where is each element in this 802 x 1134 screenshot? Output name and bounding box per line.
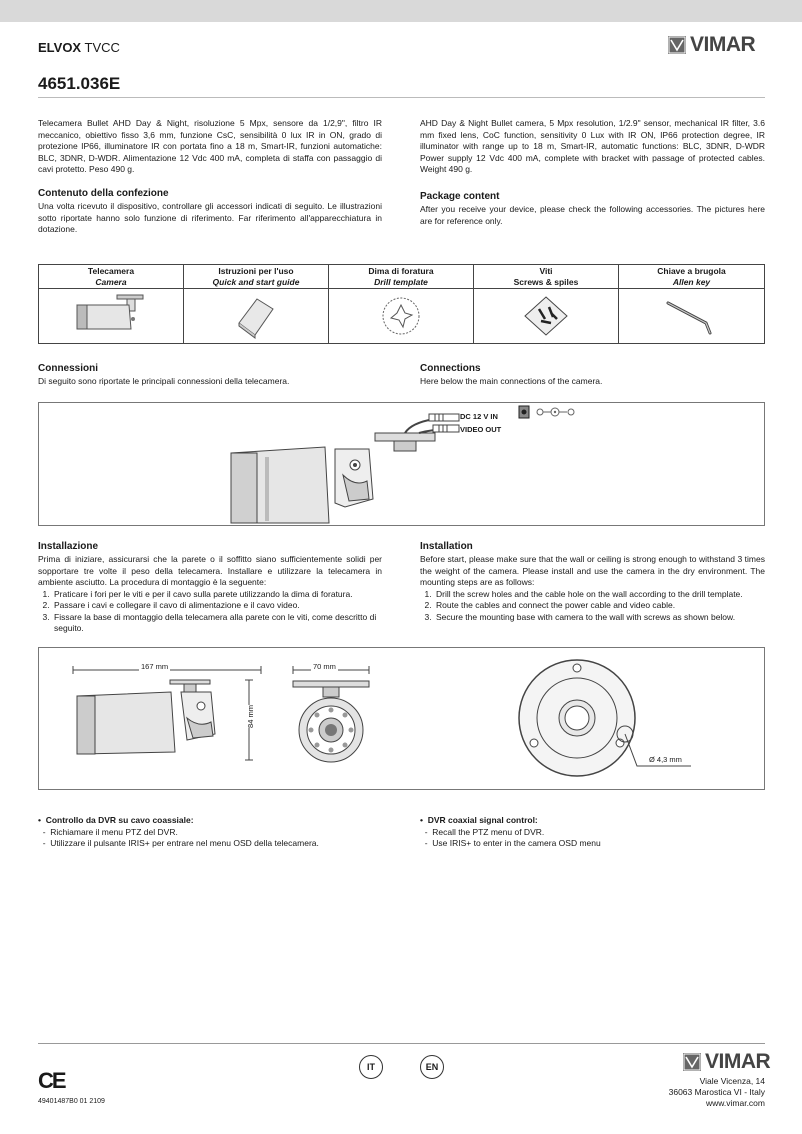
description-it (38, 118, 382, 176)
address-line-2: 36063 Marostica VI - Italy (668, 1087, 765, 1097)
installation-it-steps (38, 589, 382, 635)
list-item: 2. Passare i cavi e collegare il cavo di alimentazione e il cavo video. (52, 600, 382, 612)
length-dimension: 167 mm (141, 662, 169, 671)
vimar-logo-text: VIMAR (705, 1050, 771, 1073)
connections-diagram (38, 402, 765, 526)
table-header-en: Drill template (374, 276, 428, 287)
list-item: Utilizzare il pulsante IRIS+ per entrare nel menu OSD della telecamera. (50, 838, 319, 848)
table-header-en: Allen key (672, 276, 711, 287)
document-number: 49401487B0 01 2109 (38, 1098, 105, 1105)
product-code: 4651.036E (38, 74, 121, 93)
table-header-it: Viti (539, 266, 553, 276)
package-it-title: Contenuto della confezione (38, 188, 169, 199)
width-dimension: 70 mm (313, 662, 336, 671)
table-header-en: Screws & spiles (513, 276, 579, 287)
table-cell-guide (184, 265, 329, 343)
package-it (38, 188, 382, 236)
list-item: 3. Fissare la base di montaggio della telecamera alla parete con le viti, come descritto di seguito. (52, 612, 382, 635)
connections-it-text: Di seguito sono riportate le principali connessioni della telecamera. (38, 376, 290, 386)
description-it-text: Telecamera Bullet AHD Day & Night, risoluzione 5 Mpx, sensore da 1/2,9", filtro IR meccanico, obiettivo fisso 3,6 mm, funzione CsC, sensibilità 0 lux IR in ON, grado di protezione IP66, illuminatore IR con portata fino a 18 m, Smart-IR, funzioni automatiche: BLC, 3DNR, D-WDR. Alimentazione 12 Vdc 400 mA, completa di staffa con passaggio di cavi protetto. Peso 490 g. (38, 118, 382, 174)
camera-icon (71, 293, 151, 339)
footer-divider (38, 1043, 765, 1044)
table-header-en: Quick and start guide (212, 276, 300, 287)
language-it-badge: IT (359, 1055, 383, 1079)
connections-en (420, 363, 765, 388)
hole-dimension: Ø 4,3 mm (649, 755, 682, 764)
installation-it-intro: Prima di iniziare, assicurarsi che la parete o il soffitto siano sufficientemente solidi per sopportare tre volte il peso della telecamera. Installare e utilizzare la telecamera in ambiente asciutto. La procedura di montaggio è la seguente: (38, 554, 382, 587)
vimar-logo-icon (683, 1053, 701, 1071)
installation-en-intro: Before start, please make sure that the wall or ceiling is strong enough to withstand 3 times the weight of the camera. Please install and use the camera in the dry environment. The mounting steps are as follows: (420, 554, 765, 587)
allen-key-icon (662, 293, 722, 339)
ce-mark: CE (38, 1068, 65, 1093)
description-en (420, 118, 765, 176)
dvr-control-en: • DVR coaxial signal control: - Recall the PTZ menu of DVR. - Use IRIS+ to enter in the camera OSD menu (420, 815, 601, 848)
list-item: Richiamare il menu PTZ del DVR. (50, 826, 178, 837)
table-cell-camera (39, 265, 184, 343)
installation-it-title: Installazione (38, 541, 99, 552)
top-bar (0, 0, 802, 22)
installation-en-steps (420, 589, 765, 624)
vimar-logo-text: VIMAR (690, 33, 756, 56)
table-cell-drill-template (329, 265, 474, 343)
dc-in-label: DC 12 V IN (460, 412, 498, 421)
table-header-it: Chiave a brugola (657, 266, 726, 276)
installation-en (420, 541, 765, 623)
description-en-text: AHD Day & Night Bullet camera, 5 Mpx resolution, 1/2.9" sensor, mechanical IR filter, 3.6 mm fixed lens, CoC function, sensitivity 0 Lux with IR ON, IP66 protection degree, IR illuminator with range up to 18 m, Smart-IR, automatic functions: BLC, 3DNR, D-WDR Power supply 12 Vdc 400 mA, complete with bracket with passage of protected cables. Weight 490 g. (420, 118, 765, 174)
table-cell-screws (474, 265, 619, 343)
list-item: 3. Secure the mounting base with camera to the wall with screws as shown below. (434, 612, 765, 624)
list-item: Use IRIS+ to enter in the camera OSD menu (432, 838, 601, 848)
video-out-label: VIDEO OUT (460, 425, 502, 434)
installation-it (38, 541, 382, 635)
table-header-it: Dima di foratura (368, 266, 434, 276)
list-item: 2. Route the cables and connect the power cable and video cable. (434, 600, 765, 612)
dvr-en-title: DVR coaxial signal control: (427, 815, 538, 825)
connections-en-text: Here below the main connections of the camera. (420, 376, 603, 386)
connections-en-title: Connections (420, 363, 481, 374)
installation-en-title: Installation (420, 541, 473, 552)
package-en (420, 191, 765, 227)
package-en-title: Package content (420, 191, 500, 202)
table-header-en: Camera (95, 276, 127, 287)
package-it-text: Una volta ricevuto il dispositivo, controllare gli accessori indicati di seguito. Le illustrazioni sotto riportate hanno solo funzione di riferimento. Far riferimento all'apparecchiatura in dotazione. (38, 201, 382, 234)
vimar-logo-footer (683, 1050, 770, 1074)
package-en-text: After you receive your device, please check the following accessories. The pictures here are for reference only. (420, 204, 765, 226)
vimar-logo-header (668, 33, 755, 57)
brand-light: TVCC (84, 40, 120, 55)
language-en-badge: EN (420, 1055, 444, 1079)
table-header-it: Telecamera (87, 266, 135, 276)
list-item: Recall the PTZ menu of DVR. (432, 826, 545, 837)
brand-title (38, 40, 120, 55)
header-divider (38, 97, 765, 98)
list-item: 1. Praticare i fori per le viti e per il cavo sulla parete utilizzando la dima di foratura. (52, 589, 382, 601)
camera-connection-illustration (39, 403, 764, 525)
vimar-logo-icon (668, 36, 686, 54)
company-address (669, 1076, 765, 1109)
address-line-1: Viale Vicenza, 14 (699, 1076, 765, 1086)
connections-it (38, 363, 382, 388)
screws-icon (521, 293, 571, 339)
dvr-control-it: • Controllo da DVR su cavo coassiale: - Richiamare il menu PTZ del DVR. - Utilizzare il pulsante IRIS+ per entrare nel menu OSD della telecamera. (38, 815, 319, 848)
package-table (38, 264, 765, 344)
brand-bold: ELVOX (38, 40, 82, 55)
list-item: 1. Drill the screw holes and the cable hole on the wall according to the drill template. (434, 589, 765, 601)
table-cell-allen-key (619, 265, 764, 343)
guide-icon (231, 293, 281, 339)
drill-template-icon (378, 293, 424, 339)
dimensions-diagram (38, 647, 765, 790)
website-link[interactable]: www.vimar.com (705, 1098, 765, 1108)
dvr-it-title: Controllo da DVR su cavo coassiale: (45, 815, 194, 825)
table-header-it: Istruzioni per l'uso (218, 266, 294, 276)
height-dimension: 84 mm (245, 705, 255, 728)
connections-it-title: Connessioni (38, 363, 99, 374)
